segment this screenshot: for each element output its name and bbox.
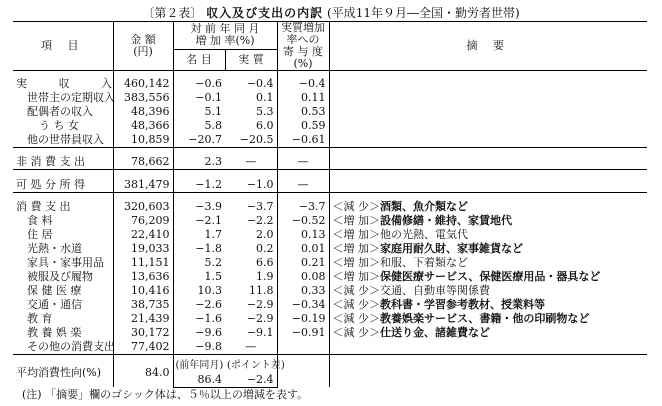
row-label: 非 消 費 支 出 (13, 155, 113, 170)
note-text: 他の光熱、電気代 (380, 228, 468, 241)
table-row (13, 155, 647, 170)
header-amount-label: 金 額 (130, 33, 156, 46)
row-real: −20.5 (225, 133, 277, 148)
table-row (13, 200, 647, 214)
note-prefix: ＜増 加＞ (332, 228, 380, 241)
row-real: −2.9 (225, 312, 277, 326)
header-contrib-unit: (%) (293, 57, 313, 70)
row-contribution: −0.4 (277, 77, 329, 91)
propensity-real-label: (ポイント差) (227, 359, 285, 371)
table-row (13, 178, 647, 193)
income-expenditure-table (13, 21, 647, 388)
table-main-title: 収入及び支出の内訳 (206, 6, 324, 20)
note-prefix: ＜減 少＞ (332, 312, 380, 325)
row-note (329, 155, 647, 170)
table-row (13, 170, 647, 178)
note-text: 教科書・学習参考教材、授業料等 (380, 298, 545, 311)
row-nominal: −0.6 (195, 76, 222, 90)
row-amount: 78,662 (113, 155, 173, 170)
row-amount: 30,172 (113, 326, 173, 340)
header-yoy-line2: 増 加 率(%) (195, 34, 255, 48)
row-note (329, 270, 647, 284)
row-note (329, 200, 647, 214)
row-real: −2.9 (225, 298, 277, 312)
row-label: 教 育 (13, 312, 113, 326)
row-contribution: — (277, 155, 329, 170)
propensity-real: −2.4 (225, 373, 277, 388)
table-row (13, 133, 647, 148)
row-label: 他の世帯員収入 (13, 133, 113, 148)
row-contribution: −3.7 (277, 200, 329, 214)
header-contrib-line1: 実質増加 (281, 21, 325, 34)
row-nominal: 1.5 (204, 270, 222, 283)
row-nominal: −1.6 (195, 312, 222, 325)
row-contribution: −0.52 (277, 214, 329, 228)
row-contribution: 0.08 (277, 270, 329, 284)
note-prefix: ＜減 少＞ (332, 200, 380, 213)
row-real: −2.2 (225, 214, 277, 228)
note-text: 設備修繕・維持、家賃地代 (380, 214, 512, 227)
row-real: 0.2 (225, 242, 277, 256)
row-label: 食 料 (13, 214, 113, 228)
note-prefix: ＜減 少＞ (332, 298, 380, 311)
row-amount: 48,366 (113, 119, 173, 133)
row-real: 11.8 (225, 284, 277, 298)
row-note (329, 214, 647, 228)
row-nominal: −1.2 (195, 177, 222, 191)
table-subtitle: (平成11年９月―全国・勤労者世帯) (327, 6, 520, 20)
header-row (13, 22, 647, 50)
header-note: 摘 要 (329, 22, 647, 71)
note-text: 仕送り金、諸雑費など (380, 326, 490, 339)
row-amount: 38,735 (113, 298, 173, 312)
header-contrib-line2: 率への (286, 33, 320, 46)
row-nominal: 10.3 (197, 284, 222, 297)
row-amount: 22,410 (113, 228, 173, 242)
row-note (329, 312, 647, 326)
row-label: 光熱・水道 (13, 242, 113, 256)
row-real: −1.0 (225, 178, 277, 193)
row-nominal: −2.1 (195, 214, 222, 227)
row-nominal: −0.1 (195, 90, 222, 104)
footnote: (注) 「摘要」欄のゴシック体は、５％以上の増減を表す。 (22, 388, 308, 401)
row-real: 2.0 (225, 228, 277, 242)
row-note (329, 119, 647, 133)
row-note (329, 77, 647, 91)
row-real: 6.6 (225, 256, 277, 270)
row-nominal: −20.7 (188, 132, 222, 146)
row-contribution: 0.21 (277, 256, 329, 270)
note-prefix: ＜減 少＞ (332, 326, 380, 339)
row-label: 保 健 医 療 (13, 284, 113, 298)
table-row (13, 105, 647, 119)
row-contribution: −0.19 (277, 312, 329, 326)
header-nominal: 名 目 (173, 49, 225, 70)
table-row (13, 242, 647, 256)
row-nominal: −1.8 (195, 242, 222, 255)
table-row (13, 91, 647, 105)
table-row (13, 214, 647, 228)
row-amount: 10,859 (113, 133, 173, 148)
row-label: う ち 女 (13, 119, 113, 133)
table-row (13, 298, 647, 312)
row-note (329, 178, 647, 193)
table-title (0, 4, 662, 21)
row-real: 5.3 (225, 105, 277, 119)
note-prefix: ＜減 少＞ (332, 284, 380, 297)
row-note (329, 326, 647, 340)
propensity-nominal-label: (前年同月) (175, 359, 224, 371)
row-amount: 84.0 (113, 359, 173, 388)
table-row (13, 359, 647, 373)
row-contribution: 0.11 (277, 91, 329, 105)
header-yoy (173, 22, 277, 50)
row-note (329, 242, 647, 256)
row-label: 交通・通信 (13, 298, 113, 312)
row-real: −3.7 (225, 200, 277, 214)
table-row (13, 270, 647, 284)
row-amount: 10,416 (113, 284, 173, 298)
row-real: 6.0 (225, 119, 277, 133)
row-label: 被服及び履物 (13, 270, 113, 284)
table-row (13, 228, 647, 242)
table-row (13, 340, 647, 355)
row-contribution: — (277, 178, 329, 193)
row-contribution: −0.34 (277, 298, 329, 312)
table-row (13, 192, 647, 200)
row-note (329, 256, 647, 270)
table-row (13, 256, 647, 270)
row-nominal: 1.7 (204, 228, 222, 241)
header-yoy-line1: 対 前 年 同 月 (190, 22, 260, 36)
table-row (13, 119, 647, 133)
row-contribution: 0.01 (277, 242, 329, 256)
header-amount (113, 22, 173, 71)
row-label: 平均消費性向(%) (13, 359, 113, 388)
row-label: 可 処 分 所 得 (13, 178, 113, 193)
row-amount: 13,636 (113, 270, 173, 284)
row-amount: 381,479 (113, 178, 173, 193)
note-text: 酒類、魚介類など (380, 200, 468, 213)
row-contribution: 0.53 (277, 105, 329, 119)
row-amount: 77,402 (113, 340, 173, 355)
table-row (13, 284, 647, 298)
row-real: 0.1 (225, 91, 277, 105)
propensity-nominal: 86.4 (173, 373, 225, 388)
note-prefix: ＜増 加＞ (332, 214, 380, 227)
note-prefix: ＜増 加＞ (332, 270, 380, 283)
note-text: 交通、自動車等関係費 (380, 284, 490, 297)
row-note (329, 105, 647, 119)
row-amount: 21,439 (113, 312, 173, 326)
row-amount: 383,556 (113, 91, 173, 105)
row-nominal: 5.8 (204, 118, 222, 132)
row-label: 家具・家事用品 (13, 256, 113, 270)
row-amount: 19,033 (113, 242, 173, 256)
row-real: −0.4 (225, 77, 277, 91)
row-nominal: −9.6 (195, 326, 222, 339)
row-label: 住 居 (13, 228, 113, 242)
row-label: その他の消費支出 (13, 340, 113, 355)
header-item: 項 目 (13, 22, 113, 71)
header-real: 実 質 (225, 49, 277, 70)
note-prefix: ＜増 加＞ (332, 256, 380, 269)
row-nominal: 5.1 (204, 104, 222, 118)
row-real: −9.1 (225, 326, 277, 340)
row-real: 1.9 (225, 270, 277, 284)
row-contribution (277, 340, 329, 355)
table-row (13, 77, 647, 91)
row-contribution: −0.61 (277, 133, 329, 148)
header-amount-unit: (円) (133, 45, 153, 58)
table-row (13, 147, 647, 155)
row-label: 教 養 娯 楽 (13, 326, 113, 340)
row-nominal: −2.6 (195, 298, 222, 311)
row-label: 消 費 支 出 (13, 200, 113, 214)
row-real: — (225, 340, 277, 355)
note-text: 教養娯楽サービス、書籍・他の印刷物など (380, 312, 590, 325)
row-amount: 460,142 (113, 77, 173, 91)
row-real: — (225, 155, 277, 170)
row-contribution: 0.59 (277, 119, 329, 133)
row-note (329, 298, 647, 312)
row-label: 配偶者の収入 (13, 105, 113, 119)
row-note (329, 133, 647, 148)
row-note (329, 228, 647, 242)
table-row (13, 326, 647, 340)
header-contribution (277, 22, 329, 71)
row-contribution: −0.91 (277, 326, 329, 340)
row-amount: 48,396 (113, 105, 173, 119)
table-number: 〔第２表〕 (142, 6, 203, 20)
row-contribution: 0.13 (277, 228, 329, 242)
row-amount: 320,603 (113, 200, 173, 214)
row-note (329, 340, 647, 355)
row-nominal: 2.3 (204, 155, 222, 168)
row-nominal: 5.2 (204, 256, 222, 269)
row-amount: 76,209 (113, 214, 173, 228)
row-amount: 11,151 (113, 256, 173, 270)
row-nominal: −9.8 (195, 340, 222, 353)
note-text: 保健医療サービス、保健医療用品・器具など (380, 270, 601, 283)
row-nominal: −3.9 (195, 200, 222, 213)
table-row (13, 312, 647, 326)
row-note (329, 91, 647, 105)
row-label: 世帯主の定期収入 (13, 91, 113, 105)
row-contribution: 0.33 (277, 284, 329, 298)
row-label: 実 収 入 (13, 77, 113, 91)
note-text: 和服、下着類など (380, 256, 468, 269)
row-note (329, 284, 647, 298)
note-text: 家庭用耐久財、家事雑貨など (380, 242, 523, 255)
note-prefix: ＜増 加＞ (332, 242, 380, 255)
header-contrib-line3: 寄 与 度 (283, 45, 323, 58)
